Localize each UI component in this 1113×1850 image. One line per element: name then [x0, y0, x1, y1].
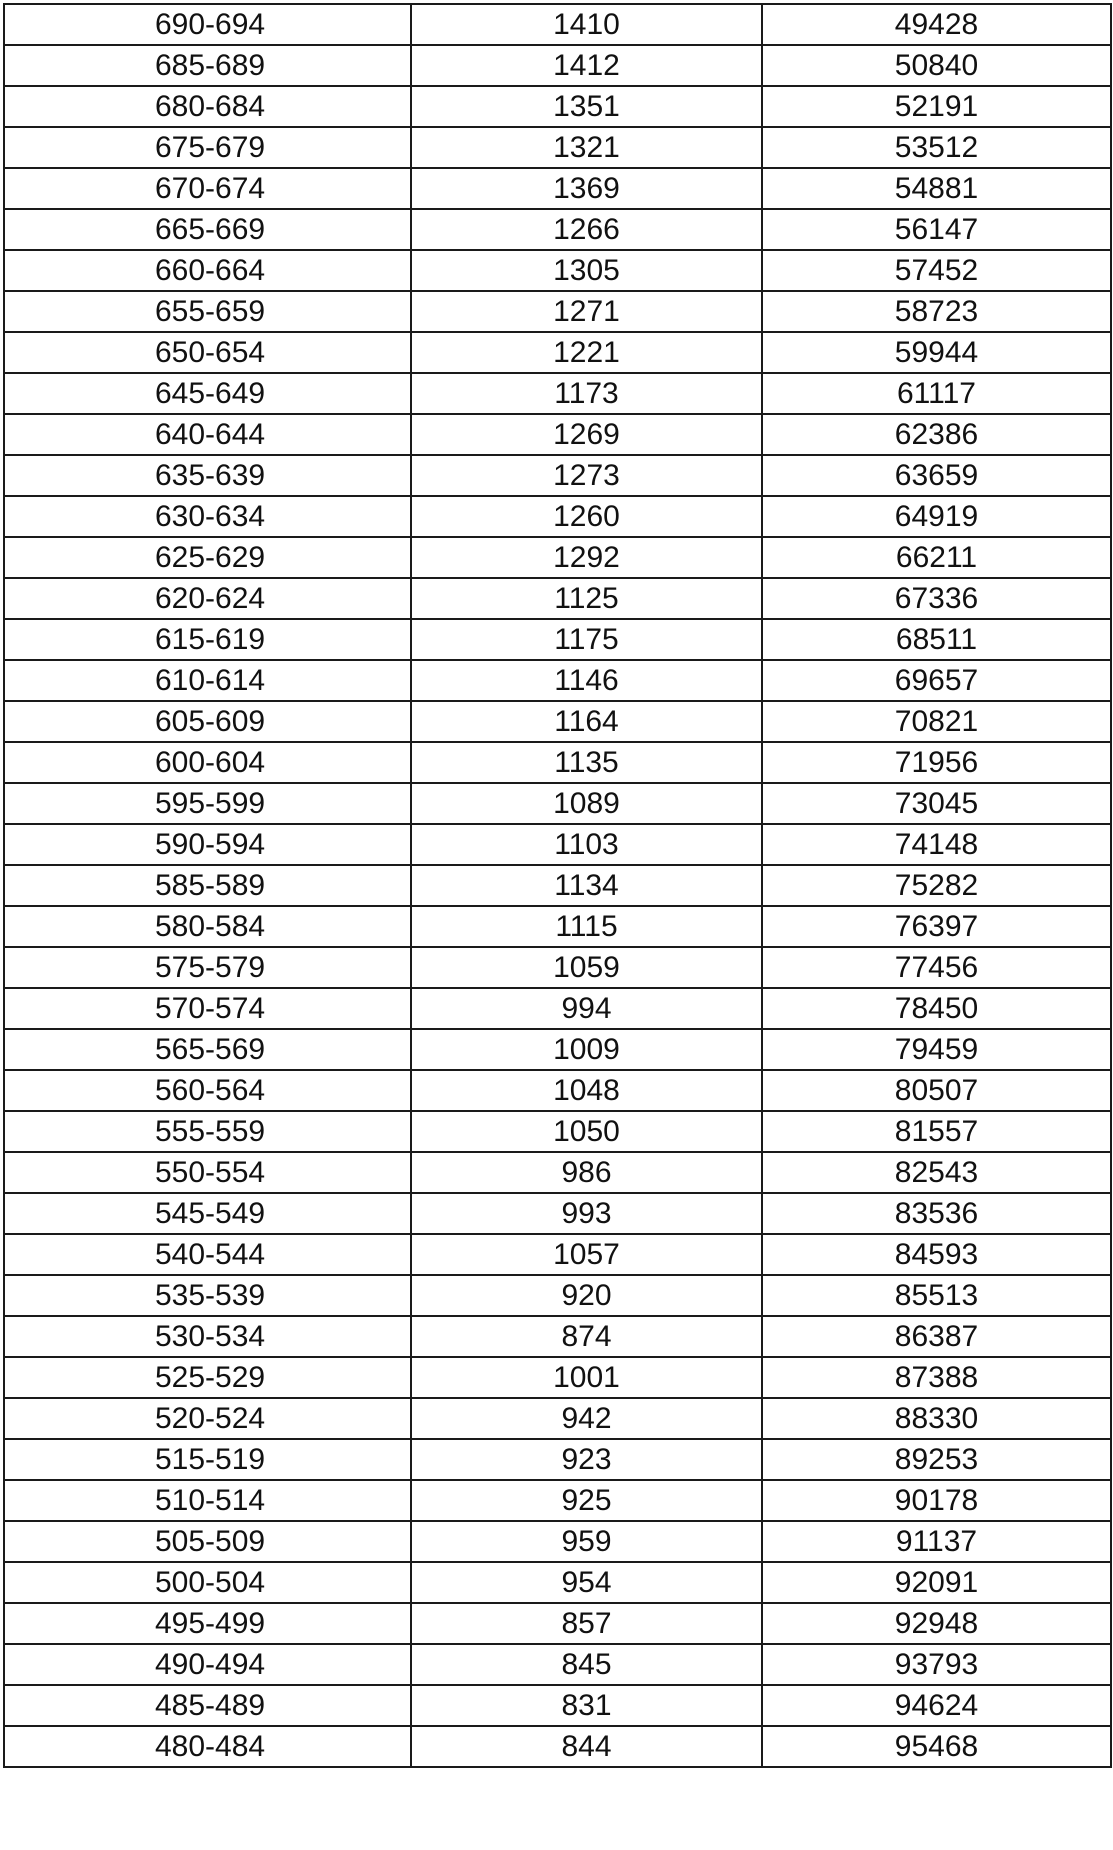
table-row: [4, 496, 1111, 537]
count-cell: 1135: [411, 742, 762, 783]
table-row: [4, 537, 1111, 578]
score-range-cell: 675-679: [4, 127, 411, 168]
score-range-cell: 615-619: [4, 619, 411, 660]
count-cell: 1292: [411, 537, 762, 578]
cumulative-count-cell: 62386: [762, 414, 1111, 455]
count-cell: 959: [411, 1521, 762, 1562]
count-cell: 1175: [411, 619, 762, 660]
score-range-cell: 580-584: [4, 906, 411, 947]
count-cell: 1048: [411, 1070, 762, 1111]
score-range-cell: 625-629: [4, 537, 411, 578]
score-range-cell: 480-484: [4, 1726, 411, 1767]
table-row: [4, 127, 1111, 168]
count-cell: 1164: [411, 701, 762, 742]
cumulative-count-cell: 92948: [762, 1603, 1111, 1644]
count-cell: 986: [411, 1152, 762, 1193]
table-row: [4, 1193, 1111, 1234]
table-row: [4, 332, 1111, 373]
count-cell: 831: [411, 1685, 762, 1726]
score-range-cell: 685-689: [4, 45, 411, 86]
count-cell: 1134: [411, 865, 762, 906]
cumulative-count-cell: 89253: [762, 1439, 1111, 1480]
count-cell: 1173: [411, 373, 762, 414]
score-range-cell: 620-624: [4, 578, 411, 619]
count-cell: 1269: [411, 414, 762, 455]
score-range-cell: 490-494: [4, 1644, 411, 1685]
cumulative-count-cell: 49428: [762, 4, 1111, 45]
count-cell: 1221: [411, 332, 762, 373]
cumulative-count-cell: 93793: [762, 1644, 1111, 1685]
table-row: [4, 947, 1111, 988]
score-range-cell: 610-614: [4, 660, 411, 701]
score-range-cell: 640-644: [4, 414, 411, 455]
table-row: [4, 1726, 1111, 1767]
score-range-cell: 645-649: [4, 373, 411, 414]
table-row: [4, 1029, 1111, 1070]
count-cell: 942: [411, 1398, 762, 1439]
count-cell: 1103: [411, 824, 762, 865]
table-row: [4, 1070, 1111, 1111]
count-cell: 874: [411, 1316, 762, 1357]
score-range-cell: 630-634: [4, 496, 411, 537]
score-range-cell: 660-664: [4, 250, 411, 291]
cumulative-count-cell: 71956: [762, 742, 1111, 783]
table-row: [4, 701, 1111, 742]
count-cell: 1369: [411, 168, 762, 209]
count-cell: 1271: [411, 291, 762, 332]
table-row: [4, 1562, 1111, 1603]
score-range-cell: 585-589: [4, 865, 411, 906]
score-range-cell: 530-534: [4, 1316, 411, 1357]
score-range-cell: 665-669: [4, 209, 411, 250]
score-range-cell: 495-499: [4, 1603, 411, 1644]
score-range-cell: 535-539: [4, 1275, 411, 1316]
cumulative-count-cell: 88330: [762, 1398, 1111, 1439]
count-cell: 1266: [411, 209, 762, 250]
score-distribution-table: [3, 3, 1112, 1768]
table-row: [4, 250, 1111, 291]
count-cell: 857: [411, 1603, 762, 1644]
score-range-cell: 635-639: [4, 455, 411, 496]
count-cell: 1351: [411, 86, 762, 127]
table-row: [4, 988, 1111, 1029]
cumulative-count-cell: 61117: [762, 373, 1111, 414]
score-range-cell: 505-509: [4, 1521, 411, 1562]
count-cell: 993: [411, 1193, 762, 1234]
score-range-cell: 555-559: [4, 1111, 411, 1152]
table-row: [4, 865, 1111, 906]
cumulative-count-cell: 78450: [762, 988, 1111, 1029]
cumulative-count-cell: 73045: [762, 783, 1111, 824]
score-range-cell: 690-694: [4, 4, 411, 45]
count-cell: 1009: [411, 1029, 762, 1070]
cumulative-count-cell: 75282: [762, 865, 1111, 906]
cumulative-count-cell: 77456: [762, 947, 1111, 988]
table-row: [4, 373, 1111, 414]
cumulative-count-cell: 92091: [762, 1562, 1111, 1603]
cumulative-count-cell: 80507: [762, 1070, 1111, 1111]
cumulative-count-cell: 94624: [762, 1685, 1111, 1726]
cumulative-count-cell: 81557: [762, 1111, 1111, 1152]
count-cell: 1001: [411, 1357, 762, 1398]
score-range-cell: 590-594: [4, 824, 411, 865]
table-row: [4, 4, 1111, 45]
table-row: [4, 1357, 1111, 1398]
table-row: [4, 742, 1111, 783]
cumulative-count-cell: 66211: [762, 537, 1111, 578]
cumulative-count-cell: 67336: [762, 578, 1111, 619]
table-body: [4, 4, 1111, 1767]
count-cell: 920: [411, 1275, 762, 1316]
table-row: [4, 1152, 1111, 1193]
score-range-cell: 680-684: [4, 86, 411, 127]
score-range-cell: 485-489: [4, 1685, 411, 1726]
table-row: [4, 1398, 1111, 1439]
count-cell: 923: [411, 1439, 762, 1480]
score-range-cell: 550-554: [4, 1152, 411, 1193]
cumulative-count-cell: 57452: [762, 250, 1111, 291]
table-row: [4, 824, 1111, 865]
score-range-cell: 525-529: [4, 1357, 411, 1398]
table-row: [4, 1603, 1111, 1644]
cumulative-count-cell: 85513: [762, 1275, 1111, 1316]
count-cell: 994: [411, 988, 762, 1029]
count-cell: 1412: [411, 45, 762, 86]
table-row: [4, 45, 1111, 86]
table-row: [4, 291, 1111, 332]
score-range-cell: 510-514: [4, 1480, 411, 1521]
cumulative-count-cell: 56147: [762, 209, 1111, 250]
score-range-cell: 650-654: [4, 332, 411, 373]
table-row: [4, 1316, 1111, 1357]
count-cell: 1305: [411, 250, 762, 291]
score-range-cell: 545-549: [4, 1193, 411, 1234]
table-row: [4, 906, 1111, 947]
cumulative-count-cell: 52191: [762, 86, 1111, 127]
cumulative-count-cell: 74148: [762, 824, 1111, 865]
table-row: [4, 619, 1111, 660]
count-cell: 925: [411, 1480, 762, 1521]
score-range-cell: 600-604: [4, 742, 411, 783]
cumulative-count-cell: 84593: [762, 1234, 1111, 1275]
score-range-cell: 520-524: [4, 1398, 411, 1439]
cumulative-count-cell: 54881: [762, 168, 1111, 209]
cumulative-count-cell: 83536: [762, 1193, 1111, 1234]
score-range-cell: 655-659: [4, 291, 411, 332]
table-row: [4, 1521, 1111, 1562]
cumulative-count-cell: 82543: [762, 1152, 1111, 1193]
cumulative-count-cell: 53512: [762, 127, 1111, 168]
cumulative-count-cell: 76397: [762, 906, 1111, 947]
score-range-cell: 560-564: [4, 1070, 411, 1111]
score-range-cell: 540-544: [4, 1234, 411, 1275]
score-range-cell: 515-519: [4, 1439, 411, 1480]
count-cell: 1273: [411, 455, 762, 496]
count-cell: 1321: [411, 127, 762, 168]
score-range-cell: 565-569: [4, 1029, 411, 1070]
count-cell: 845: [411, 1644, 762, 1685]
cumulative-count-cell: 63659: [762, 455, 1111, 496]
cumulative-count-cell: 86387: [762, 1316, 1111, 1357]
table-row: [4, 783, 1111, 824]
table-row: [4, 455, 1111, 496]
cumulative-count-cell: 95468: [762, 1726, 1111, 1767]
table-row: [4, 1111, 1111, 1152]
table-row: [4, 1275, 1111, 1316]
cumulative-count-cell: 90178: [762, 1480, 1111, 1521]
count-cell: 1260: [411, 496, 762, 537]
count-cell: 1050: [411, 1111, 762, 1152]
table-row: [4, 1234, 1111, 1275]
count-cell: 1089: [411, 783, 762, 824]
table-row: [4, 660, 1111, 701]
count-cell: 844: [411, 1726, 762, 1767]
cumulative-count-cell: 69657: [762, 660, 1111, 701]
table-row: [4, 168, 1111, 209]
cumulative-count-cell: 91137: [762, 1521, 1111, 1562]
cumulative-count-cell: 68511: [762, 619, 1111, 660]
table-row: [4, 1685, 1111, 1726]
table-row: [4, 1480, 1111, 1521]
cumulative-count-cell: 70821: [762, 701, 1111, 742]
cumulative-count-cell: 87388: [762, 1357, 1111, 1398]
score-range-cell: 605-609: [4, 701, 411, 742]
table-row: [4, 86, 1111, 127]
table-row: [4, 414, 1111, 455]
table-row: [4, 209, 1111, 250]
table-row: [4, 578, 1111, 619]
score-range-cell: 670-674: [4, 168, 411, 209]
count-cell: 1146: [411, 660, 762, 701]
score-range-cell: 570-574: [4, 988, 411, 1029]
table-row: [4, 1644, 1111, 1685]
score-range-cell: 500-504: [4, 1562, 411, 1603]
count-cell: 1410: [411, 4, 762, 45]
score-range-cell: 595-599: [4, 783, 411, 824]
cumulative-count-cell: 79459: [762, 1029, 1111, 1070]
count-cell: 954: [411, 1562, 762, 1603]
count-cell: 1115: [411, 906, 762, 947]
cumulative-count-cell: 50840: [762, 45, 1111, 86]
cumulative-count-cell: 58723: [762, 291, 1111, 332]
count-cell: 1059: [411, 947, 762, 988]
cumulative-count-cell: 59944: [762, 332, 1111, 373]
count-cell: 1057: [411, 1234, 762, 1275]
score-range-cell: 575-579: [4, 947, 411, 988]
cumulative-count-cell: 64919: [762, 496, 1111, 537]
table-row: [4, 1439, 1111, 1480]
count-cell: 1125: [411, 578, 762, 619]
